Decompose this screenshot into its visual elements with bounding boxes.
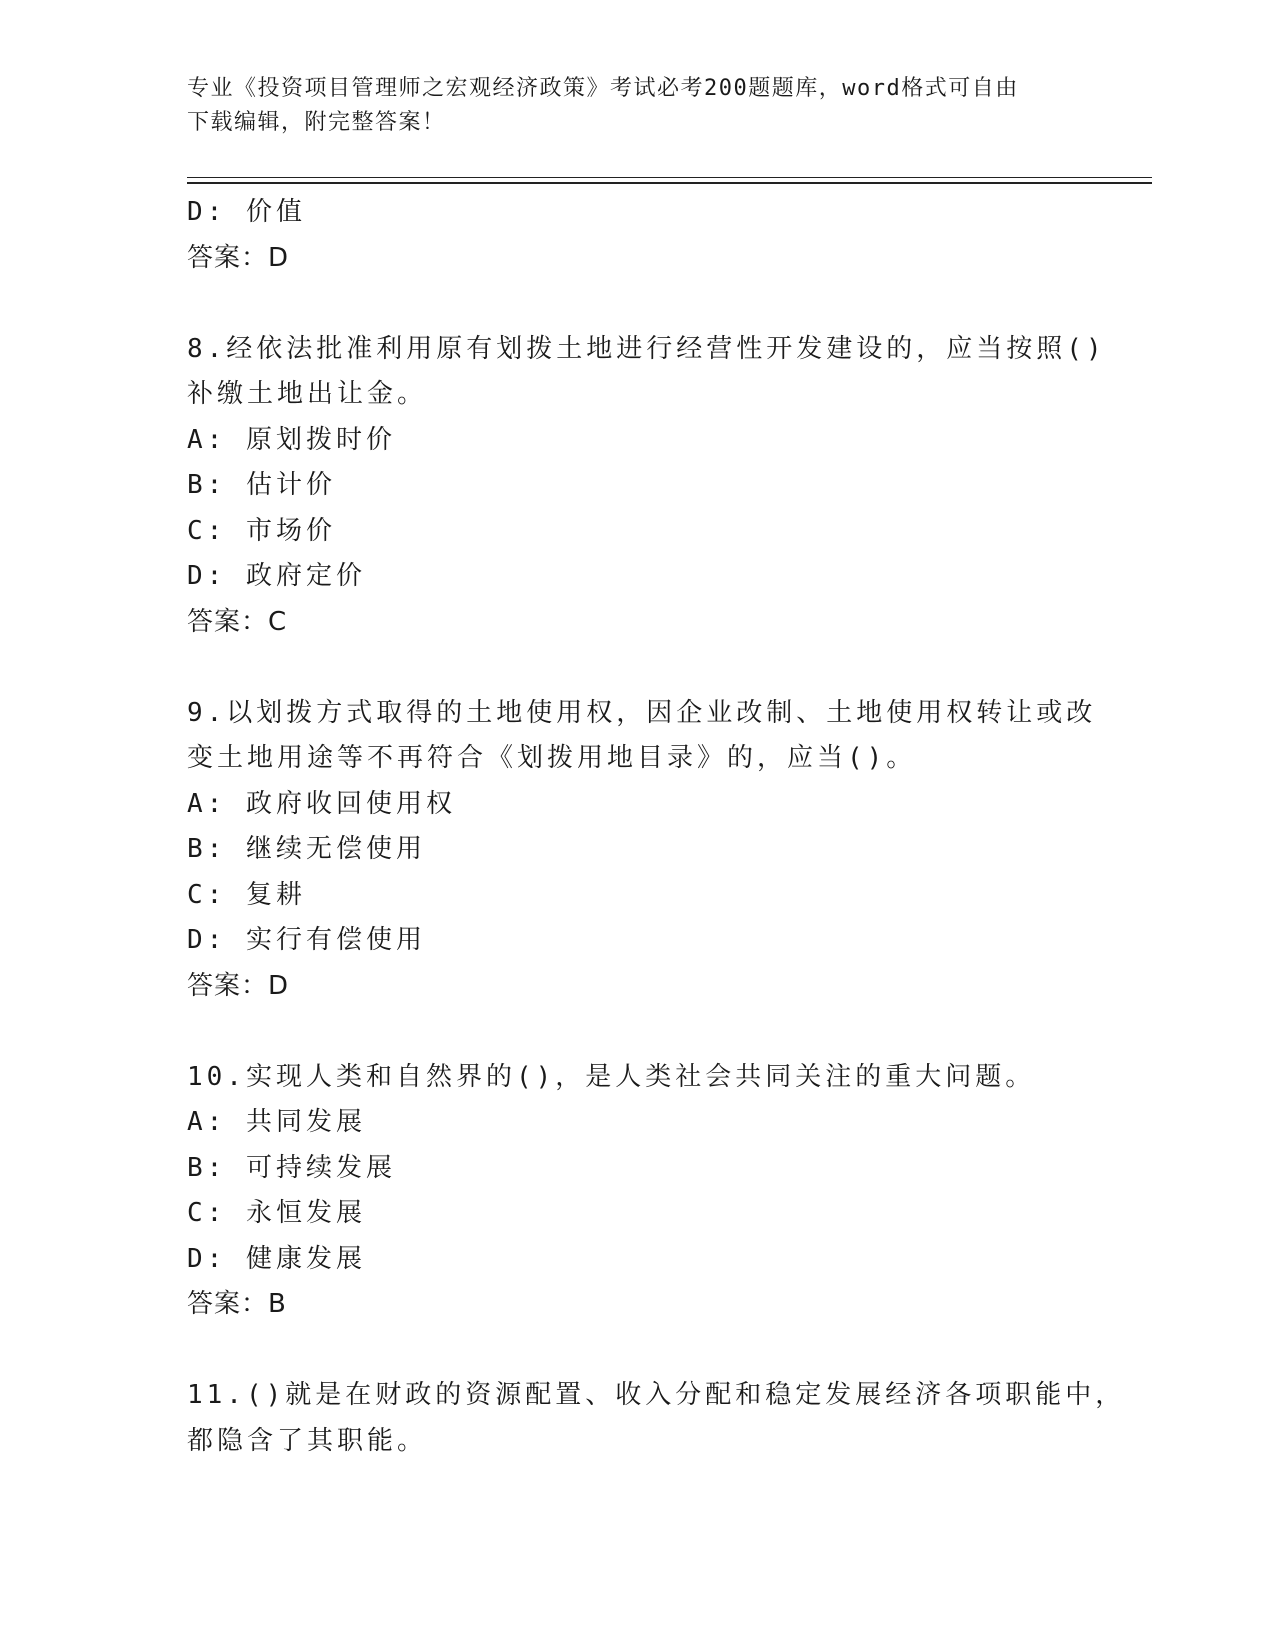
question-content	[187, 190, 1126, 1464]
option-a: A: 原划拨时价	[187, 424, 396, 455]
spacer	[187, 1009, 1087, 1055]
header-line-2: 下载编辑，附完整答案！	[187, 110, 446, 135]
spacer	[187, 281, 1087, 327]
option-a: A: 共同发展	[187, 1107, 366, 1137]
answer: 答案：D	[187, 242, 290, 273]
spacer	[187, 645, 1087, 691]
header-line-1: 专业《投资项目管理师之宏观经济政策》考试必考200题题库，word格式可自由	[187, 76, 1019, 101]
option-c: C: 市场价	[187, 515, 336, 546]
question-text: 8.经依法批准利用原有划拨土地进行经营性开发建设的，应当按照()	[187, 333, 1106, 364]
question-11	[187, 1373, 1126, 1464]
option-b: B: 可持续发展	[187, 1152, 396, 1183]
question-text: 9.以划拨方式取得的土地使用权，因企业改制、土地使用权转让或改	[187, 697, 1097, 728]
question-9	[187, 691, 1097, 1010]
option-d: D: 价值	[187, 197, 306, 227]
question-8	[187, 327, 1106, 646]
option-d: D: 健康发展	[187, 1243, 366, 1274]
option-d: D: 政府定价	[187, 561, 366, 591]
spacer	[187, 1328, 1087, 1374]
question-10	[187, 1055, 1087, 1328]
answer: 答案：C	[187, 606, 288, 637]
question-text: 补缴土地出让金。	[187, 379, 428, 409]
document-header	[187, 72, 1067, 140]
option-d: D: 实行有偿使用	[187, 925, 426, 955]
option-c: C: 永恒发展	[187, 1198, 366, 1228]
question-text: 都隐含了其职能。	[187, 1425, 428, 1456]
question-text: 10.实现人类和自然界的()，是人类社会共同关注的重大问题。	[187, 1061, 1036, 1092]
question-7-tail	[187, 190, 1087, 281]
option-b: B: 估计价	[187, 470, 336, 500]
question-text: 11.()就是在财政的资源配置、收入分配和稳定发展经济各项职能中，	[187, 1380, 1126, 1410]
option-b: B: 继续无偿使用	[187, 834, 426, 864]
header-rule-thick	[187, 182, 1152, 184]
header-rule-thin	[187, 177, 1152, 178]
option-c: C: 复耕	[187, 879, 306, 910]
option-a: A: 政府收回使用权	[187, 788, 456, 819]
question-text: 变土地用途等不再符合《划拨用地目录》的，应当()。	[187, 743, 917, 773]
answer: 答案：B	[187, 1289, 287, 1319]
answer: 答案：D	[187, 970, 290, 1001]
